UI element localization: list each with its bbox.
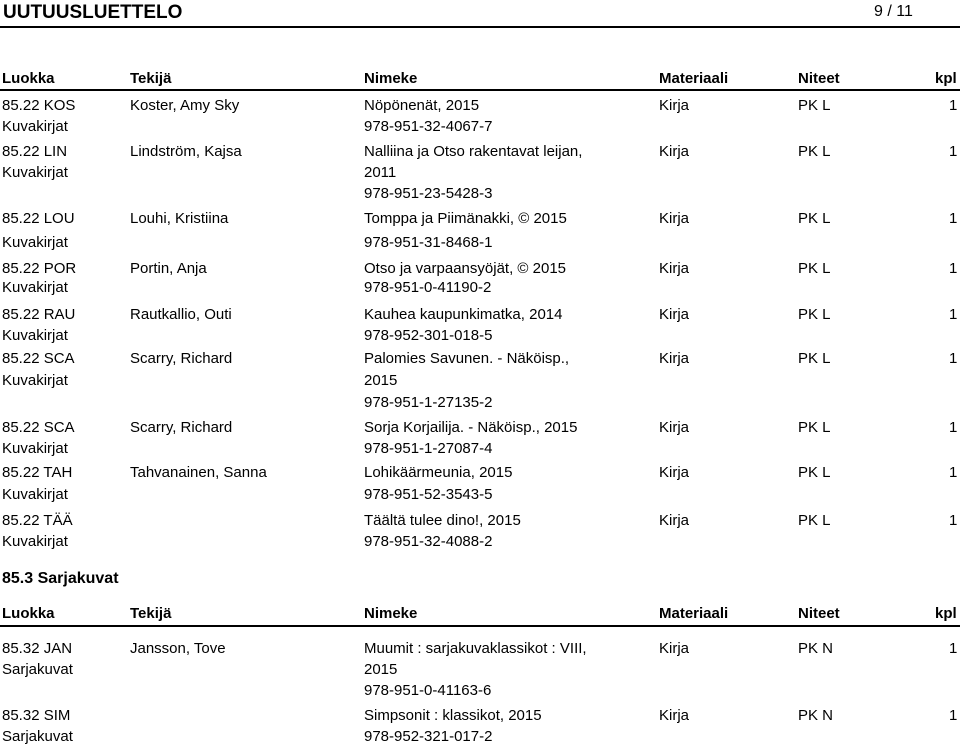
entry-class: 85.22 LIN — [2, 143, 68, 160]
entry-isbn: 978-951-31-8468-1 — [364, 234, 493, 251]
entry-isbn: 978-951-23-5428-3 — [364, 185, 493, 202]
section-heading: 85.3 Sarjakuvat — [2, 570, 119, 587]
col-kpl: kpl — [935, 605, 957, 622]
col-luokka: Luokka — [2, 605, 55, 622]
entry-count: 1 — [949, 464, 958, 481]
entry-title-cont: 2011 — [364, 164, 397, 181]
entry-category: Sarjakuvat — [2, 728, 73, 745]
entry-items: PK L — [798, 97, 831, 114]
entry-author: Louhi, Kristiina — [130, 210, 229, 227]
entry-category: Kuvakirjat — [2, 327, 68, 344]
entry-material: Kirja — [659, 97, 690, 114]
entry-class: 85.22 KOS — [2, 97, 76, 114]
entry-items: PK L — [798, 143, 831, 160]
entry-title-cont: 2015 — [364, 372, 398, 389]
entry-count: 1 — [949, 512, 958, 529]
col-materiaali: Materiaali — [659, 70, 729, 87]
document-title: UUTUUSLUETTELO — [3, 2, 183, 23]
entry-title: Täältä tulee dino!, 2015 — [364, 512, 521, 529]
entry-class: 85.22 LOU — [2, 210, 75, 227]
entry-class: 85.32 JAN — [2, 640, 73, 657]
col-niteet: Niteet — [798, 605, 840, 622]
entry-isbn: 978-952-301-018-5 — [364, 327, 493, 344]
entry-material: Kirja — [659, 350, 690, 367]
column-header-row — [0, 70, 960, 90]
column-header-row — [0, 605, 960, 625]
entry-category: Kuvakirjat — [2, 486, 68, 503]
entry-title: Sorja Korjailija. - Näköisp., 2015 — [364, 419, 578, 436]
entry-author: Scarry, Richard — [130, 419, 233, 436]
entry-author: Jansson, Tove — [130, 640, 226, 657]
entry-title: Simpsonit : klassikot, 2015 — [364, 707, 542, 724]
entry-class: 85.22 TAH — [2, 464, 73, 481]
entry-isbn: 978-951-0-41190-2 — [364, 279, 492, 296]
entry-author: Koster, Amy Sky — [130, 97, 240, 114]
col-materiaali: Materiaali — [659, 605, 729, 622]
entry-items: PK L — [798, 512, 831, 529]
entry-author: Scarry, Richard — [130, 350, 233, 367]
entry-material: Kirja — [659, 419, 690, 436]
entry-isbn: 978-951-1-27135-2 — [364, 394, 493, 411]
entry-isbn: 978-951-1-27087-4 — [364, 440, 493, 457]
entry-category: Kuvakirjat — [2, 279, 68, 296]
entry-class: 85.32 SIM — [2, 707, 71, 724]
entry-title: Kauhea kaupunkimatka, 2014 — [364, 306, 563, 323]
entry-material: Kirja — [659, 306, 690, 323]
col-niteet: Niteet — [798, 70, 840, 87]
entry-material: Kirja — [659, 143, 690, 160]
col-nimeke: Nimeke — [364, 70, 418, 87]
entry-title: Nalliina ja Otso rakentavat leijan, — [364, 143, 583, 160]
col-kpl: kpl — [935, 70, 957, 87]
top-rule — [0, 26, 960, 28]
entry-material: Kirja — [659, 512, 690, 529]
col-nimeke: Nimeke — [364, 605, 418, 622]
entry-category: Kuvakirjat — [2, 234, 68, 251]
entry-isbn: 978-951-32-4088-2 — [364, 533, 493, 550]
entry-category: Kuvakirjat — [2, 118, 68, 135]
header-rule — [0, 89, 960, 91]
entry-count: 1 — [949, 306, 958, 323]
entry-title-cont: 2015 — [364, 661, 398, 678]
entry-count: 1 — [949, 640, 958, 657]
entry-count: 1 — [949, 210, 958, 227]
entry-count: 1 — [949, 260, 958, 277]
entry-count: 1 — [949, 143, 958, 160]
entry-isbn: 978-951-0-41163-6 — [364, 682, 492, 699]
entry-author: Portin, Anja — [130, 260, 207, 277]
entry-material: Kirja — [659, 640, 690, 657]
entry-class: 85.22 SCA — [2, 419, 75, 436]
entry-title: Palomies Savunen. - Näköisp., — [364, 350, 570, 367]
entry-count: 1 — [949, 97, 958, 114]
entry-title: Tomppa ja Piimänakki, © 2015 — [364, 210, 567, 227]
entry-class: 85.22 POR — [2, 260, 77, 277]
entry-items: PK N — [798, 640, 834, 657]
entry-class: 85.22 SCA — [2, 350, 75, 367]
entry-count: 1 — [949, 350, 958, 367]
entry-count: 1 — [949, 419, 958, 436]
entry-material: Kirja — [659, 210, 690, 227]
col-luokka: Luokka — [2, 70, 55, 87]
entry-category: Kuvakirjat — [2, 372, 68, 389]
entry-items: PK L — [798, 419, 831, 436]
entry-items: PK L — [798, 260, 831, 277]
entry-title: Otso ja varpaansyöjät, © 2015 — [364, 260, 567, 277]
entry-class: 85.22 RAU — [2, 306, 76, 323]
entry-category: Kuvakirjat — [2, 440, 68, 457]
entry-material: Kirja — [659, 260, 690, 277]
entry-title: Lohikäärmeunia, 2015 — [364, 464, 513, 481]
entry-count: 1 — [949, 707, 958, 724]
entry-material: Kirja — [659, 707, 690, 724]
header-rule — [0, 625, 960, 627]
entry-category: Kuvakirjat — [2, 164, 68, 181]
entry-author: Lindström, Kajsa — [130, 143, 242, 160]
entry-category: Kuvakirjat — [2, 533, 68, 550]
entry-items: PK N — [798, 707, 834, 724]
entry-isbn: 978-952-321-017-2 — [364, 728, 493, 745]
entry-author: Rautkallio, Outi — [130, 306, 232, 323]
entry-class: 85.22 TÄÄ — [2, 512, 73, 529]
col-tekija: Tekijä — [130, 605, 172, 622]
page-number: 9 / 11 — [874, 3, 913, 20]
entry-material: Kirja — [659, 464, 690, 481]
entry-items: PK L — [798, 350, 831, 367]
col-tekija: Tekijä — [130, 70, 172, 87]
entry-isbn: 978-951-52-3543-5 — [364, 486, 493, 503]
entry-items: PK L — [798, 306, 831, 323]
entry-title: Nöpönenät, 2015 — [364, 97, 480, 114]
entry-title: Muumit : sarjakuvaklassikot : VIII, — [364, 640, 587, 657]
entry-items: PK L — [798, 464, 831, 481]
entry-isbn: 978-951-32-4067-7 — [364, 118, 493, 135]
entry-items: PK L — [798, 210, 831, 227]
entry-author: Tahvanainen, Sanna — [130, 464, 267, 481]
entry-category: Sarjakuvat — [2, 661, 73, 678]
